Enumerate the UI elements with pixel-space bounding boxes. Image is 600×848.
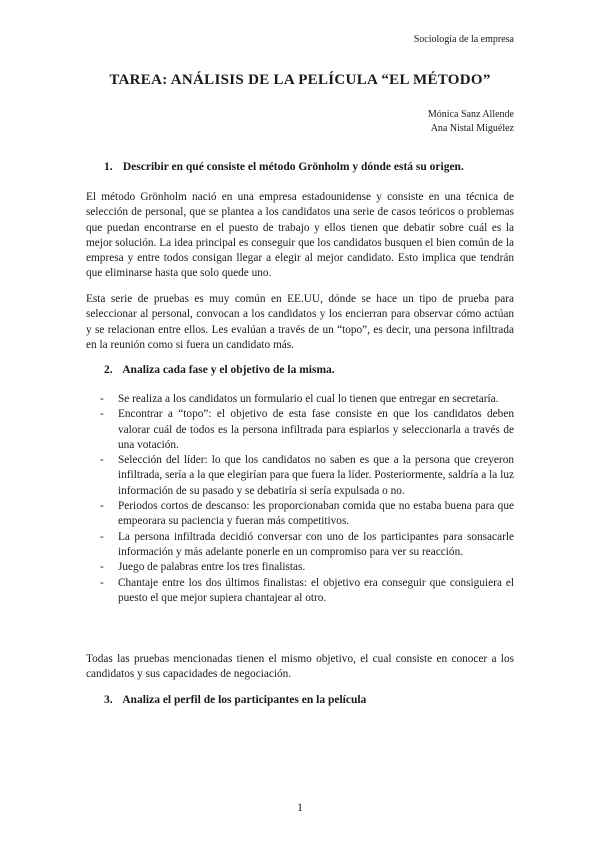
paragraph: El método Grönholm nació en una empresa estadounidense y consiste en una técnica de selección de personal, que se plantea a los candidatos una serie de casos teóricos o problemas que puedan encontrarse en el puesto de trabajo y ellos tienen que debatir sobre cuál es la mejor solución. La idea principal es conseguir que los candidatos busquen el bien común de la empresa y entre todos consigan llegar a elegir al mejor candidato. Esto implica que tendrán que eliminarse hasta que solo quede uno. bbox=[86, 191, 514, 280]
section-heading-text: Analiza cada fase y el objetivo de la misma. bbox=[122, 364, 335, 376]
document-title: TAREA: ANÁLISIS DE LA PELÍCULA “EL MÉTODO” bbox=[109, 72, 491, 88]
list-item-text: Selección del líder: lo que los candidatos no saben es que a la persona que creyeron infiltrada, sería a la que elegirían para que fuera la líder. Posteriormente, saldría a la luz información de su pasado y se debatiría si sería expulsada o no. bbox=[118, 454, 514, 497]
list-item-text: Se realiza a los candidatos un formulario el cual lo tienen que entregar en secretaría. bbox=[118, 393, 499, 405]
author-block bbox=[428, 108, 514, 136]
list-item-text: La persona infiltrada decidió conversar con uno de los participantes para sonsacarle información y más adelante ponerle en un compromiso para ver su reacción. bbox=[118, 530, 514, 558]
phase-list bbox=[100, 392, 514, 606]
bullet-dash: - bbox=[100, 561, 104, 574]
bullet-dash: - bbox=[100, 393, 104, 405]
section-number: 3. bbox=[104, 694, 113, 706]
author-name: Ana Nistal Miguélez bbox=[430, 123, 514, 134]
list-item-text: Periodos cortos de descanso: les proporcionaban comida que no estaba buena para que empeorara su paciencia y fueran más competitivos. bbox=[118, 500, 514, 528]
bullet-dash: - bbox=[100, 530, 104, 543]
list-item bbox=[100, 560, 514, 575]
bullet-dash: - bbox=[100, 454, 104, 467]
paragraph: Esta serie de pruebas es muy común en EE.UU, dónde se hace un tipo de prueba para seleccionar al personal, convocan a los candidatos y los encierran para observar cómo actúan y se relacionan entre ellos. Les evalúan a través de un “topo”, es decir, una persona infiltrada en la reunión como si fuera un candidato más. bbox=[86, 293, 514, 351]
bullet-dash: - bbox=[100, 576, 104, 589]
section-2-heading bbox=[104, 364, 335, 376]
bullet-dash: - bbox=[100, 500, 104, 513]
list-item bbox=[100, 530, 514, 561]
paragraph: Todas las pruebas mencionadas tienen el mismo objetivo, el cual consiste en conocer a los candidatos y sus capacidades de negociación. bbox=[86, 653, 514, 681]
list-item-text: Juego de palabras entre los tres finalistas. bbox=[118, 561, 306, 574]
section-number: 2. bbox=[104, 364, 113, 376]
section-number: 1. bbox=[104, 161, 113, 173]
list-item bbox=[100, 453, 514, 499]
running-header: Sociología de la empresa bbox=[413, 34, 514, 45]
list-item-text: Encontrar a “topo”: el objetivo de esta fase consiste en que los candidatos deben valorar cuál de todos es la persona infiltrada para espiarlos y seleccionarla a través de una votación. bbox=[118, 408, 514, 451]
page-number: 1 bbox=[297, 800, 303, 814]
list-item bbox=[100, 499, 514, 530]
section-heading-text: Analiza el perfil de los participantes en la película bbox=[122, 694, 367, 706]
section-heading-text: Describir en qué consiste el método Grönholm y dónde está su origen. bbox=[122, 161, 464, 173]
list-item bbox=[100, 576, 514, 607]
author-name: Mónica Sanz Allende bbox=[427, 109, 514, 120]
bullet-dash: - bbox=[100, 408, 104, 421]
section-1-heading bbox=[104, 161, 464, 173]
list-item bbox=[100, 392, 514, 407]
section-3-heading bbox=[104, 694, 366, 706]
list-item-text: Chantaje entre los dos últimos finalistas: el objetivo era conseguir que consiguiera el puesto el que mejor supiera chantajear al otro. bbox=[118, 576, 514, 604]
list-item bbox=[100, 407, 514, 453]
